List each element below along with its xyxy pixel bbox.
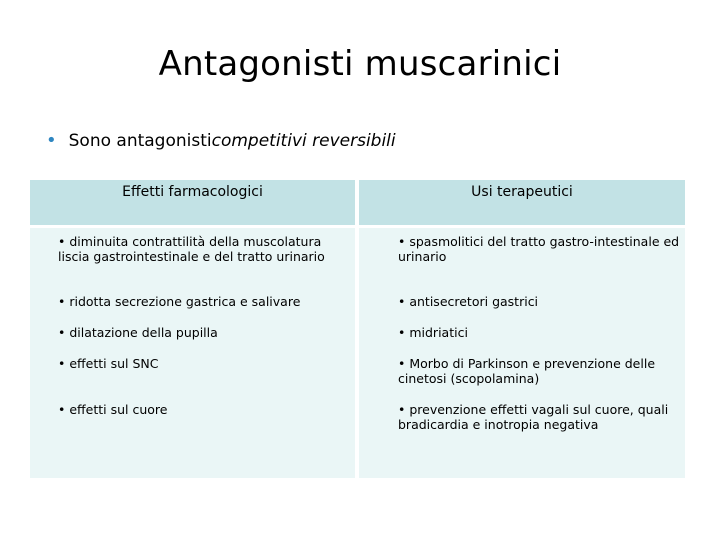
header-uses: Usi terapeutici: [471, 184, 573, 200]
table-cell-effect: • diminuita contrattilità della muscolatura liscia gastrointestinale e del tratto urinario: [58, 234, 325, 264]
bullet-text-emphasis: competitivi reversibili: [211, 131, 396, 151]
bullet-text-prefix: Sono antagonisti: [68, 131, 212, 151]
table-cell-effect: • ridotta secrezione gastrica e salivare: [58, 294, 301, 309]
effects-table: [30, 180, 685, 478]
bullet-dot-icon: •: [46, 130, 57, 151]
table-cell-use: • Morbo di Parkinson e prevenzione delle cinetosi (scopolamina): [398, 356, 656, 386]
table-cell-use: • prevenzione effetti vagali sul cuore, quali bradicardia e inotropia negativa: [398, 402, 669, 432]
table-cell-effect: • effetti sul cuore: [58, 402, 168, 417]
header-effects: Effetti farmacologici: [122, 184, 263, 200]
table-cell-use: • spasmolitici del tratto gastro-intestinale ed urinario: [398, 234, 680, 264]
column-divider: [355, 180, 359, 478]
slide-title: Antagonisti muscarinici: [158, 44, 562, 84]
table-cell-effect: • dilatazione della pupilla: [58, 325, 218, 340]
bullet-item: [46, 131, 396, 151]
table-cell-use: • midriatici: [398, 325, 468, 340]
table-cell-use: • antisecretori gastrici: [398, 294, 539, 309]
table-cell-effect: • effetti sul SNC: [58, 356, 159, 371]
